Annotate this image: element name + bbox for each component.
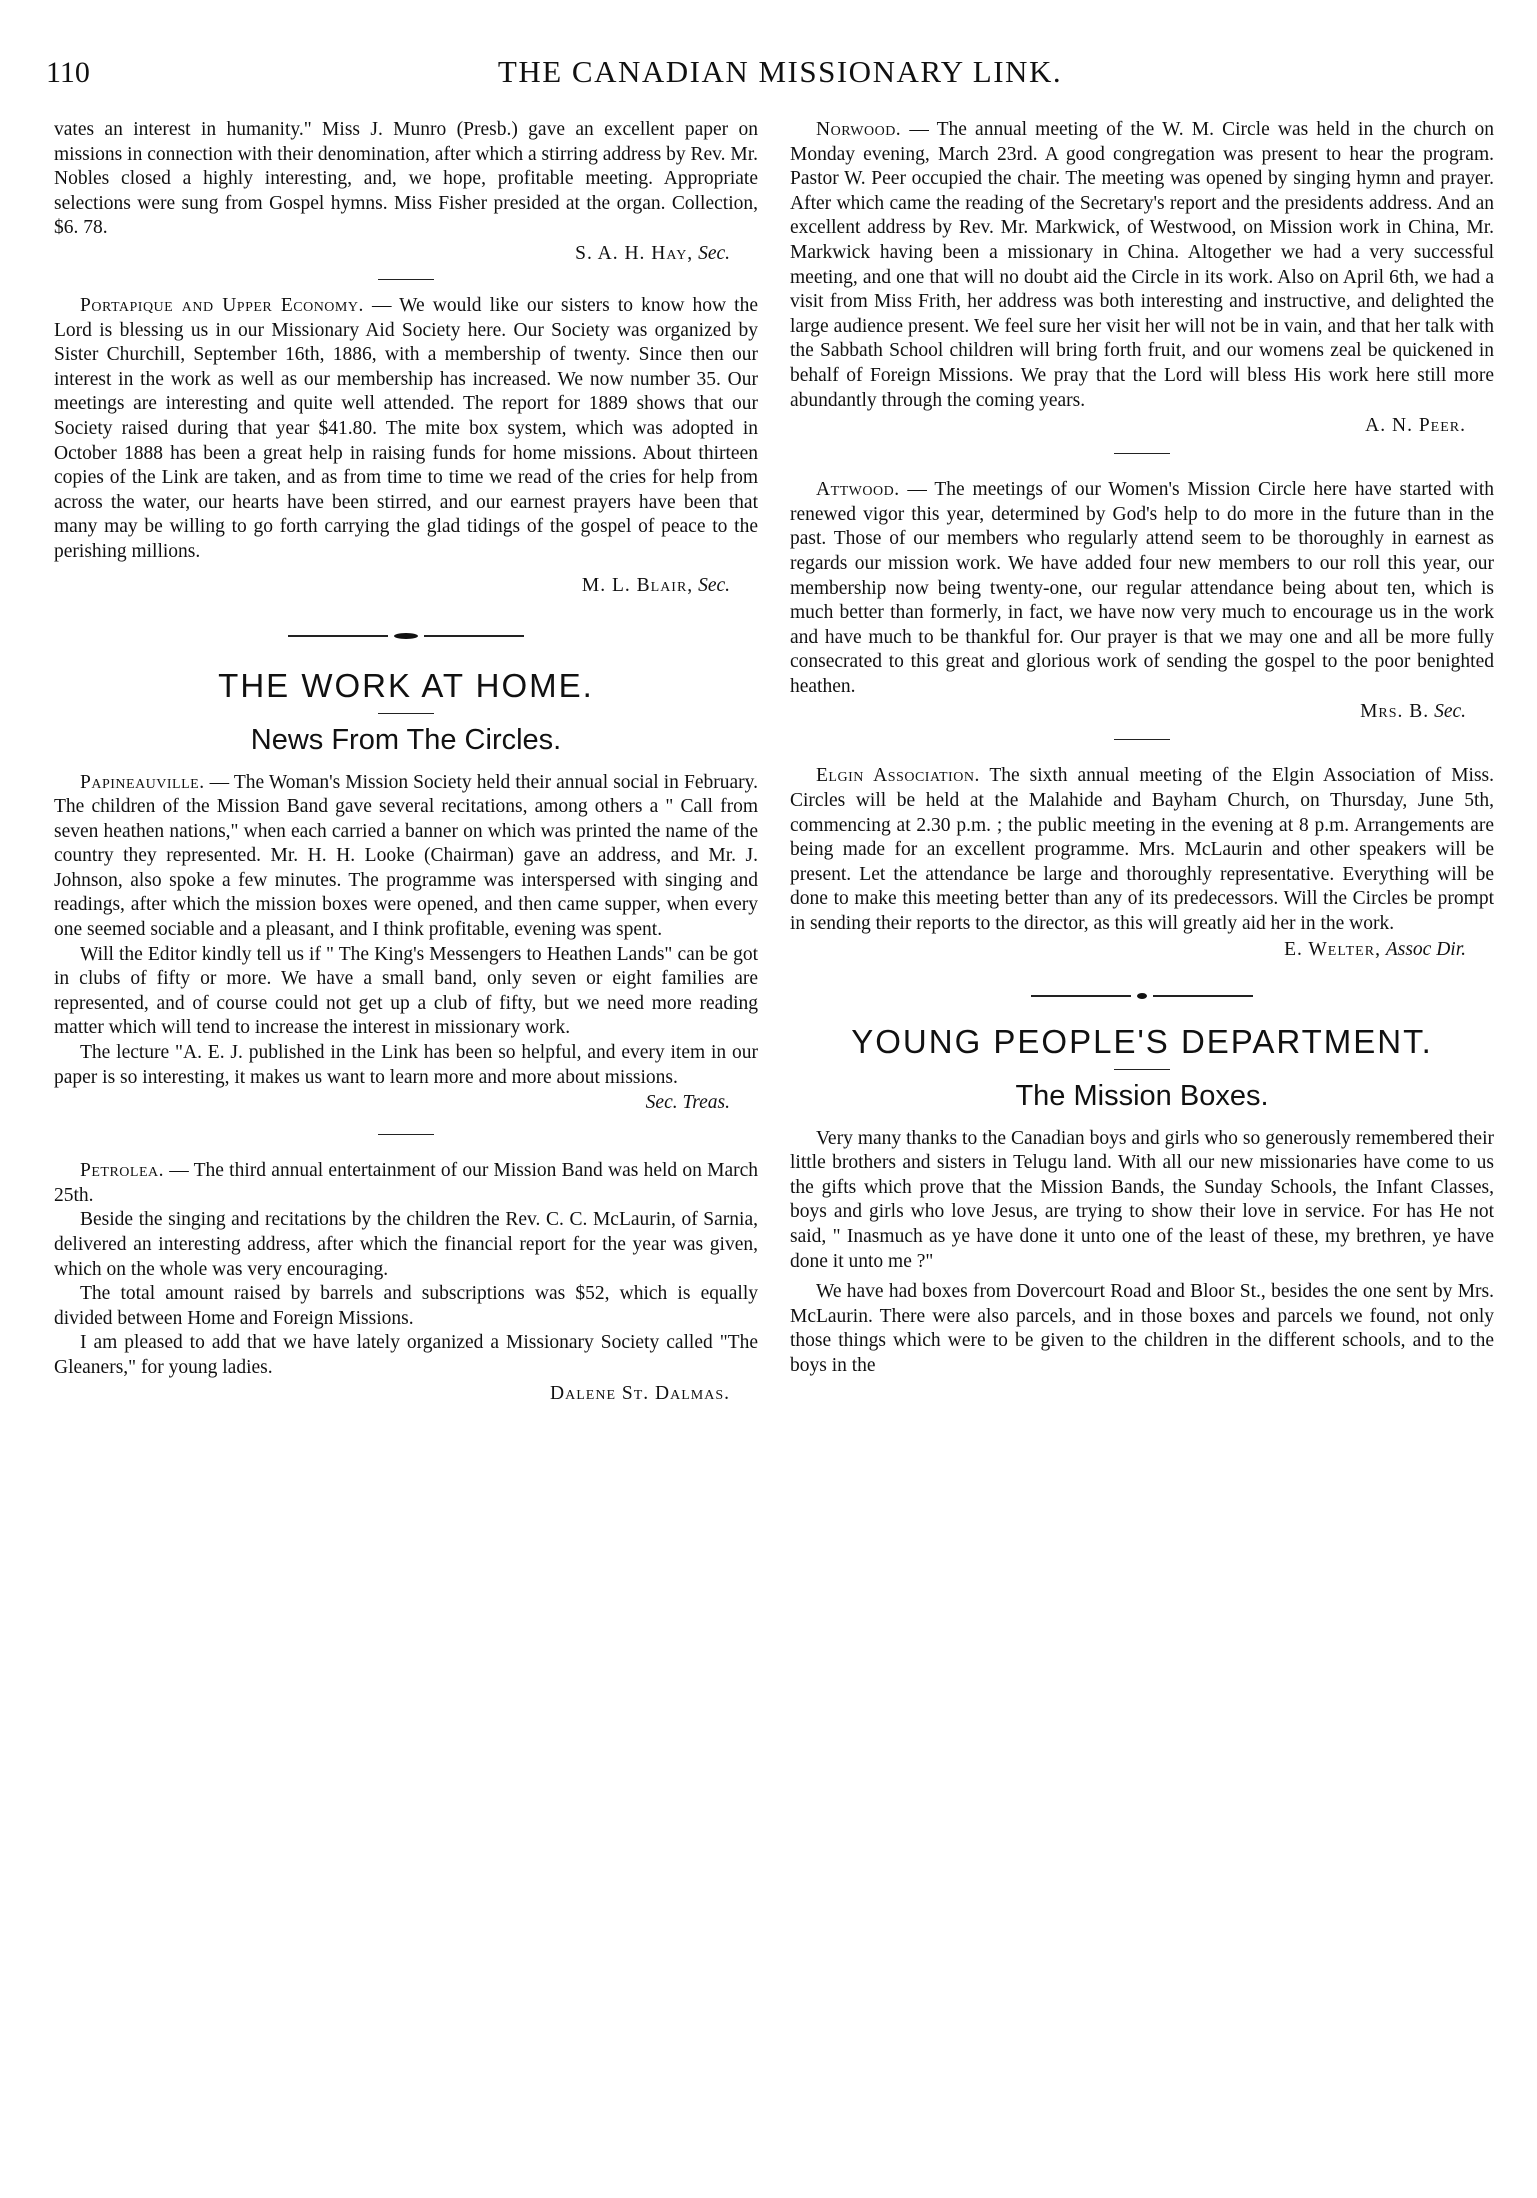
- article-text: Norwood. — The annual meeting of the W. M. Circle was held in the church on Monday evening, March 23rd. A good congregation was present to hear the program. Pastor W. Peer occupied the chair. The meeting was opened by singing hymn and prayer. After which came the reading of the Secretary's report and the presidents address. And an excellent address by Rev. Mr. Markwick, of Westwood, on Mission work in China, Mr. Markwick having been a missionary in China. Altogether we had a very successful meeting, and one that will no doubt aid the Circle in its work. Also on April 6th, we had a visit from Miss Frith, her address was both interesting and instructive, and delighted the large audience present. We feel sure her visit her will not be in vain, and that her talk with the Sabbath School children will bring forth fruit, and our womens zeal be quickened in behalf of Foreign Missions. We pray that the Lord will bless His work here still more abundantly through the coming years.: [790, 119, 1494, 411]
- ornament-divider: [790, 985, 1494, 1007]
- article-lead: Petrolea.: [80, 1160, 164, 1182]
- subsection-title: The Mission Boxes.: [1015, 1079, 1269, 1112]
- ornament-divider: [54, 625, 758, 647]
- signature: A. N. Peer.: [1365, 415, 1466, 437]
- article-text: Very many thanks to the Canadian boys and girls who so generously remembered their little brothers and sisters in Telugu land. With all our new missionaries have come to us the gifts which prove that the Mission Bands, the Sunday Schools, the Infant Classes, boys and girls who love Jesus, are trying to show their love in service. For has He not said, " Inasmuch as ye have done it unto one of the least of these, my brethren, ye have done it unto me ?": [790, 1127, 1494, 1272]
- signature: E. Welter, Assoc Dir.: [1284, 938, 1466, 960]
- article-papineauville: [54, 771, 758, 1117]
- left-column: [54, 118, 758, 2188]
- article-continued: [54, 118, 758, 267]
- article-lead: Papineauville.: [80, 771, 205, 793]
- separator-rule: [1114, 739, 1170, 740]
- signature: S. A. H. Hay, Sec.: [575, 242, 730, 264]
- article-lead: Portapique and Upper Economy.: [80, 294, 364, 316]
- signature: Mrs. B. Sec.: [1360, 701, 1466, 723]
- article-lead: Norwood.: [816, 119, 902, 140]
- article-text: I am pleased to add that we have lately organized a Missionary Society called "The Gleaners," for young ladies.: [54, 1332, 758, 1378]
- article-lead: Attwood.: [816, 479, 900, 501]
- separator-rule: [1114, 453, 1170, 454]
- article-text: The lecture "A. E. J. published in the Link has been so helpful, and every item in our paper is so interesting, it makes us want to learn more and more about missions.: [54, 1042, 758, 1088]
- article-text: The total amount raised by barrels and subscriptions was $52, which is equally divided between Home and Foreign Missions.: [54, 1283, 758, 1329]
- article-portapique: [54, 294, 758, 599]
- article-attwood: [790, 478, 1494, 725]
- subsection-title: News From The Circles.: [250, 723, 562, 756]
- running-title: THE CANADIAN MISSIONARY LINK.: [497, 54, 1063, 89]
- page-number: 110: [46, 56, 90, 89]
- right-column: [790, 118, 1494, 2188]
- article-text: Papineauville. — The Woman's Mission Society held their annual social in February. The children of the Mission Band gave several recitations, among others a " Call from seven heathen nations," when each carried a banner on which was printed the name of the country they represented. Mr. H. H. Looke (Chairman) gave an address, and Mr. J. Johnson, also spoke a few minutes. The programme was interspersed with singing and readings, after which the mission boxes were opened, and then came supper, when every one seemed sociable and a pleasant, and I think profitable, evening was spent.: [54, 771, 758, 941]
- section-title: YOUNG PEOPLE'S DEPARTMENT.: [851, 1022, 1433, 1060]
- signature: M. L. Blair, Sec.: [581, 574, 730, 596]
- article-text: Beside the singing and recitations by the children the Rev. C. C. McLaurin, of Sarnia, delivered an interesting address, after which the financial report for the year was given, which on the whole was very encouraging.: [54, 1209, 758, 1280]
- article-text: Elgin Association. The sixth annual meeting of the Elgin Association of Miss. Circles will be held at the Malahide and Bayham Church, on Thursday, June 5th, commencing at 2.30 p.m. ; the public meeting in the evening at 8 p.m. Arrangements are being made for an excellent programme. Mrs. McLaurin and other speakers will be present. Let the attendance be large and thoroughly representative. Everything will be done to make this meeting better than any of its predecessors. Will the Circles be prompt in sending their reports to the director, as this will greatly aid her in the work.: [790, 765, 1494, 935]
- separator-rule: [1114, 1069, 1170, 1070]
- article-text: vates an interest in humanity." Miss J. Munro (Presb.) gave an excellent paper on missions in connection with their denomination, after which a stirring address by Rev. Mr. Nobles closed a highly interesting, and, we hope, profitable meeting. Appropriate selections were sung from Gospel hymns. Miss Fisher presided at the organ. Collection, $6. 78.: [54, 119, 758, 239]
- article-text: Petrolea. — The third annual entertainment of our Mission Band was held on March 25th.: [54, 1160, 758, 1206]
- section-title: THE WORK AT HOME.: [218, 666, 594, 704]
- article-elgin: [790, 764, 1494, 962]
- article-norwood: [790, 118, 1494, 439]
- article-text: Will the Editor kindly tell us if " The King's Messengers to Heathen Lands" can be got in clubs of fifty or more. We have a small band, only seven or eight families are represented, and of course could not get up a club of fifty, but we need more reading matter which will tend to increase the interest in missionary work.: [54, 943, 758, 1039]
- page-header: [40, 52, 1520, 102]
- article-text: Attwood. — The meetings of our Women's Mission Circle here have started with renewed vigor this year, determined by God's help to do more in the future than in the past. Those of our members who regularly attend seem to be thoroughly in earnest as regards our mission work. We have added four new members to our roll this year, our membership now being twenty-one, our regular attendance being about ten, which is much better than formerly, in fact, we have now very much to encourage us in the work and have much to be thankful for. Our prayer is that we may one and all be more fully consecrated to this great and glorious work of sending the gospel to the poor benighted heathen.: [790, 479, 1494, 697]
- separator-rule: [378, 1134, 434, 1135]
- separator-rule: [378, 713, 434, 714]
- article-text: Portapique and Upper Economy. — We would like our sisters to know how the Lord is blessing us in our Missionary Aid Society here. Our Society was organized by Sister Churchill, September 16th, 1886, with a membership of twenty. Since then our interest in the work as well as our membership has increased. We now number 35. Our meetings are interesting and quite well attended. The report for 1889 shows that our Society raised during that year $41.80. The mite box system, which was adopted in October 1888 has been a great help in raising funds for home missions. About thirteen copies of the Link are taken, and as from time to time we read of the cries for help from across the water, our hearts have been stirred, and our earnest prayers have been that many may be willing to go forth carrying the glad tidings of the gospel of peace to the perishing millions.: [54, 294, 758, 562]
- signature: Sec. Treas.: [645, 1092, 730, 1114]
- article-lead: Elgin Association.: [816, 765, 980, 787]
- article-petrolea: [54, 1159, 758, 1406]
- article-text: We have had boxes from Dovercourt Road and Bloor St., besides the one sent by Mrs. McLaurin. There were also parcels, and in those boxes and parcels we found, not only those things which were to be given to the children in the different schools, and to the boys in the: [790, 1281, 1494, 1376]
- signature: Dalene St. Dalmas.: [550, 1382, 730, 1404]
- article-mission-boxes: [790, 1127, 1494, 1379]
- separator-rule: [378, 279, 434, 280]
